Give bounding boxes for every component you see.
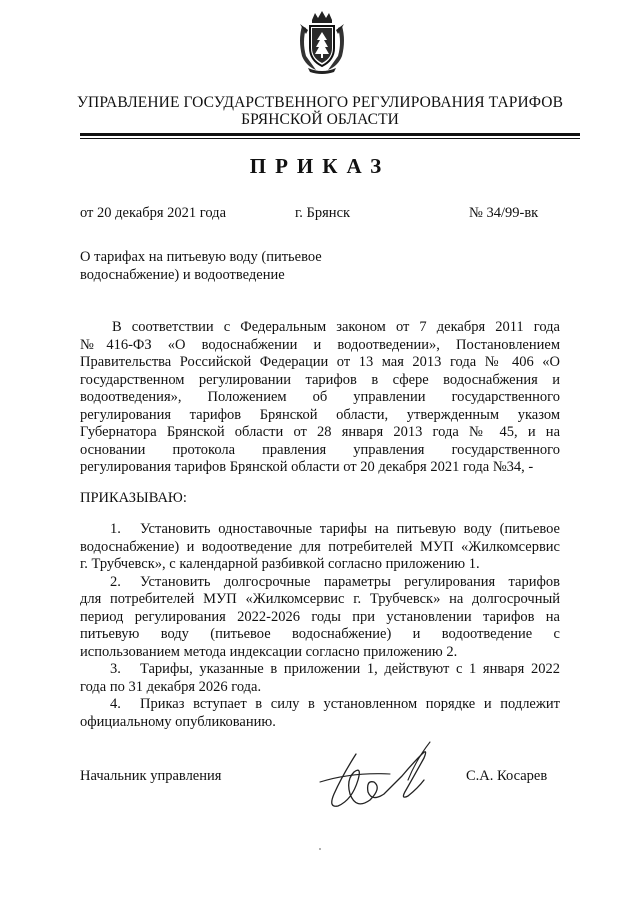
- item-text-line: Установить долгосрочные параметры регулирования тарифов: [140, 573, 560, 590]
- order-item-1-first-line: [80, 521, 560, 539]
- item-text-line: водоснабжение) и водоотведение для потребителей МУП «Жилкомсервис: [80, 538, 560, 555]
- item-text-line: использованием метода индексации согласно приложению 2.: [80, 643, 458, 660]
- item-text-line: питьевую воду (питьевое водоснабжение) и водоотведение с: [80, 626, 560, 642]
- order-date: от 20 декабря 2021 года: [80, 205, 226, 221]
- order-city: г. Брянск: [295, 205, 351, 221]
- signer-name: С.А. Косарев: [466, 768, 548, 784]
- item-number: 1.: [110, 521, 121, 537]
- preamble-line: №416-ФЗ «О водоснабжении и водоотведении», Постановлением: [80, 336, 560, 353]
- item-text-line: года по 31 декабря 2026 года.: [80, 678, 262, 695]
- preamble-line: государственном регулировании тарифов в сфере водоснабжения и: [80, 371, 560, 388]
- order-item-3-first-line: [80, 661, 560, 679]
- subject-line: водоснабжение) и водоотведение: [80, 266, 285, 283]
- item-text-line: период регулирования 2022-2026 годы при установлении тарифов на: [80, 608, 560, 625]
- item-text-line: Установить одноставочные тарифы на питьевую воду (питьевое: [140, 521, 560, 537]
- signer-role: Начальник управления: [80, 768, 222, 784]
- preamble-line: регулирования тарифов Брянской области, утвержденным указом: [80, 406, 560, 423]
- order-number: № 34/99-вк: [469, 205, 539, 221]
- item-number: 4.: [110, 696, 121, 712]
- item-number: 2.: [110, 573, 121, 590]
- order-item-2-first-line: [80, 574, 560, 592]
- organization-name-line1: УПРАВЛЕНИЕ ГОСУДАРСТВЕННОГО РЕГУЛИРОВАНИЯ ТАРИФОВ: [76, 94, 564, 111]
- header-rule-thin: [80, 138, 580, 139]
- handwritten-signature: [312, 736, 444, 820]
- coat-of-arms-icon: [296, 10, 348, 74]
- order-item-4-first-line: [80, 696, 560, 714]
- header-rule-thick: [80, 133, 580, 136]
- preamble-line: Правительства Российской Федерации от 13 мая 2013 года № 406 «О: [80, 354, 560, 370]
- preamble-paragraph: [80, 319, 560, 477]
- preamble-line: регулирования тарифов Брянской области от 20 декабря 2021 года №34, -: [80, 459, 534, 475]
- subject-line: О тарифах на питьевую воду (питьевое: [80, 249, 322, 265]
- item-text-line: официальному опубликованию.: [80, 713, 276, 730]
- preamble-line: водоотведения», Положением об управлении государственного: [80, 389, 560, 405]
- order-items: [80, 521, 560, 731]
- item-text-line: г. Трубчевск», с календарной разбивкой согласно приложению 1.: [80, 556, 480, 572]
- item-text-line: для потребителей МУП «Жилкомсервис г. Трубчевск» на долгосрочный: [80, 591, 560, 607]
- preamble-line: основании протокола правления управления государственного: [80, 441, 560, 458]
- organization-name-line2: БРЯНСКОЙ ОБЛАСТИ: [241, 111, 399, 128]
- decree-word: ПРИКАЗЫВАЮ:: [80, 490, 187, 506]
- document-title: ПРИКАЗ: [249, 154, 391, 178]
- preamble-line: Губернатора Брянской области от 28 января 2013 года № 45, и на: [80, 424, 560, 440]
- preamble-line: В соответствии с Федеральным законом от 7 декабря 2011 года: [112, 319, 560, 335]
- item-text-line: Тарифы, указанные в приложении 1, действуют с 1 января 2022: [140, 661, 560, 677]
- scan-speck: [319, 848, 321, 850]
- item-text-line: Приказ вступает в силу в установленном порядке и подлежит: [140, 696, 560, 712]
- order-subject: [80, 249, 400, 284]
- item-number: 3.: [110, 661, 121, 677]
